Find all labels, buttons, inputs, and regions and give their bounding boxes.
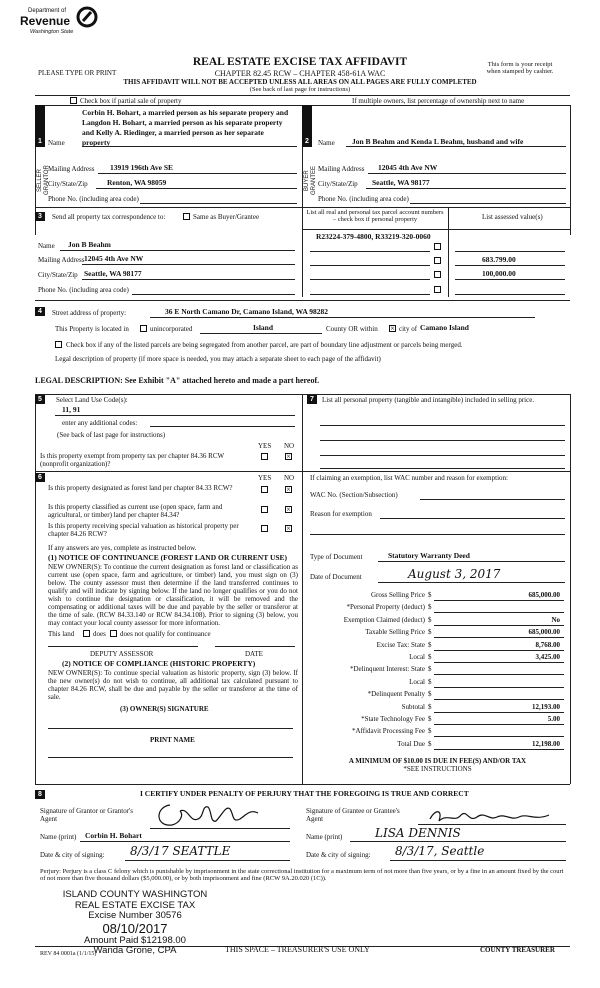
current-use-no-checkbox[interactable]: ×	[286, 505, 291, 514]
tax-row	[308, 627, 568, 639]
tax-currency: $	[428, 690, 432, 699]
tax-currency: $	[428, 652, 432, 661]
logo-state-line: Washington State	[30, 29, 74, 35]
section-8-badge: 8	[35, 790, 45, 799]
buyer-address-value[interactable]: 12045 4th Ave NW	[378, 163, 438, 172]
does-not-label: does not qualify for continuance	[120, 630, 211, 638]
does-checkbox[interactable]	[83, 630, 90, 637]
parcel-4-personal-checkbox[interactable]	[434, 286, 441, 293]
receipt-note	[460, 61, 580, 76]
unincorporated-checkbox[interactable]	[140, 325, 147, 332]
tax-row-label: Excise Tax: State	[376, 640, 425, 649]
tax-row-label: *Personal Property (deduct)	[346, 603, 425, 612]
land-use-see-back: (See back of last page for instructions)	[57, 431, 166, 439]
corr-name-value[interactable]: Jon B Beahm	[68, 240, 111, 249]
historic-yes-checkbox[interactable]	[261, 525, 268, 532]
county-label: County OR within	[326, 325, 378, 333]
legal-description: LEGAL DESCRIPTION: See Exhibit "A" attached hereto and made a part hereof.	[35, 376, 320, 385]
tax-currency: $	[428, 603, 432, 612]
logo-mark-icon	[76, 6, 98, 28]
grantee-signature-label: Signature of Grantee or Grantee's Agent	[306, 807, 400, 824]
does-not-checkbox[interactable]	[110, 630, 117, 637]
does-label: does	[93, 630, 106, 638]
tax-row-label: Total Due	[397, 739, 425, 748]
see-instructions: *SEE INSTRUCTIONS	[403, 765, 472, 773]
corr-address-value[interactable]: 12045 4th Ave NW	[84, 254, 144, 263]
form-title: REAL ESTATE EXCISE TAX AFFIDAVIT	[192, 56, 408, 68]
assessed-value-1[interactable]: 683.799.00	[482, 255, 516, 264]
stamp-line-2: REAL ESTATE EXCISE TAX	[74, 899, 196, 911]
corr-name-label: Name	[38, 242, 55, 250]
deputy-assessor-label: DEPUTY ASSESSOR	[90, 650, 154, 658]
tax-row	[308, 602, 568, 614]
print-name-label: PRINT NAME	[150, 736, 195, 744]
historic-no-checkbox[interactable]: ×	[286, 524, 291, 533]
partial-sale-checkbox[interactable]	[70, 97, 77, 104]
stamp-line-6: Wanda Grone, CPA	[93, 945, 177, 956]
grantor-signature-icon[interactable]	[150, 797, 270, 831]
tax-row-value[interactable]: No	[551, 615, 560, 624]
multiple-owners-note: If multiple owners, list percentage of ownership next to name	[352, 97, 525, 105]
buyer-city-value[interactable]: Seattle, WA 98177	[372, 178, 430, 187]
notice-continuance-title: (1) NOTICE OF CONTINUANCE (FOREST LAND OR CURRENT USE)	[48, 553, 288, 562]
county-value[interactable]: Island	[253, 323, 274, 332]
seller-side-label: SELLER GRANTOR	[37, 165, 50, 196]
sec6-yes-header: YES	[258, 474, 272, 482]
land-use-label: Select Land Use Code(s):	[56, 396, 128, 404]
wac-label: WAC No. (Section/Subsection)	[310, 491, 398, 499]
tax-row	[308, 714, 568, 726]
tax-row	[308, 652, 568, 664]
tax-currency: $	[428, 628, 432, 637]
section-6-badge: 6	[35, 473, 45, 482]
segregated-label: Check box if any of the listed parcels are being segregated from another parcel, are part of boundary line adjustment or parcels being merged.	[66, 341, 463, 349]
grantor-date-value[interactable]: 8/3/17 SEATTLE	[130, 844, 231, 858]
parcel-2-personal-checkbox[interactable]	[434, 257, 441, 264]
buyer-address-label: Mailing Address	[318, 165, 365, 173]
see-back-note: (See back of last page for instructions)	[249, 86, 351, 93]
seller-address-label: Mailing Address	[48, 165, 95, 173]
corr-phone-label: Phone No. (including area code)	[38, 286, 129, 294]
logo-dept-line: Department of	[28, 8, 67, 14]
tax-currency: $	[428, 702, 432, 711]
same-as-buyer-checkbox[interactable]	[183, 213, 190, 220]
forest-question: Is this property designated as forest land per chapter 84.33 RCW?	[48, 484, 233, 492]
tax-row-label: Gross Selling Price	[370, 591, 425, 599]
section-7-badge: 7	[307, 395, 317, 404]
exempt-no-checkbox[interactable]: ×	[286, 452, 291, 461]
city-of-label: city of	[399, 325, 418, 333]
parcel-header: List all real and personal tax parcel account numbers – check box if personal property	[306, 209, 444, 224]
doc-date-label: Date of Document	[310, 573, 362, 581]
partial-sale-label: Check box if partial sale of property	[80, 97, 182, 105]
grantor-print-value[interactable]: Corbin H. Bohart	[85, 831, 142, 840]
buyer-side-label: BUYER GRANTEE	[304, 166, 317, 196]
exemption-label: If claiming an exemption, list WAC number and reason for exemption:	[310, 474, 508, 482]
grantee-date-label: Date & city of signing:	[306, 851, 371, 859]
within-city-checkbox[interactable]: ×	[390, 324, 395, 333]
stamp-line-4: 08/10/2017	[102, 920, 168, 936]
seller-city-value[interactable]: Renton, WA 98059	[107, 178, 167, 187]
sec5-yes-header: YES	[258, 442, 272, 450]
if-yes-note: If any answers are yes, complete as instructed below.	[48, 544, 197, 552]
logo-revenue-text: Revenue	[20, 14, 71, 28]
buyer-phone-label: Phone No. (including area code)	[318, 195, 409, 203]
corr-city-label: City/State/Zip	[38, 271, 78, 279]
tax-row-label: Local	[409, 652, 425, 661]
tax-currency: $	[428, 665, 432, 674]
parcel-numbers[interactable]: R23224-379-4800, R33219-320-0060	[316, 232, 431, 241]
additional-codes-label: enter any additional codes:	[62, 419, 138, 427]
revenue-logo	[18, 8, 108, 48]
tax-row-label: *Delinquent Penalty	[367, 690, 425, 699]
tax-currency: $	[428, 714, 432, 723]
grantor-date-label: Date & city of signing:	[40, 851, 105, 859]
grantor-print-label: Name (print)	[40, 833, 77, 841]
segregated-checkbox[interactable]	[55, 341, 62, 348]
tax-row	[308, 640, 568, 652]
located-label: This Property is located in	[55, 325, 129, 333]
tax-row-value[interactable]: 685,000.00	[528, 591, 560, 599]
seller-city-label: City/State/Zip	[48, 180, 88, 188]
historic-question: Is this property receiving special valuation as historical property per chapter 84.26 RCW?	[48, 522, 239, 539]
tax-row	[308, 677, 568, 689]
tax-row	[308, 702, 568, 714]
stamp-line-1: ISLAND COUNTY WASHINGTON	[62, 889, 208, 900]
form-subtitle: CHAPTER 82.45 RCW – CHAPTER 458-61A WAC	[214, 69, 386, 78]
notice-compliance-body: NEW OWNER(S): To continue special valuation as historic property, sign (3) below. If the new owner(s) do not wish to continue, all additional tax calculated pursuant to chapter 84.26 RCW, shall be due and payable by the seller or transferor at the time of sale.	[48, 669, 298, 702]
city-value[interactable]: Camano Island	[420, 323, 469, 332]
tax-currency: $	[428, 677, 432, 686]
parcel-3-personal-checkbox[interactable]	[434, 271, 441, 278]
tax-currency: $	[428, 727, 432, 736]
tax-row-value[interactable]: 685,000.00	[528, 628, 560, 637]
reason-label: Reason for exemption	[310, 510, 372, 518]
exempt-yes-checkbox[interactable]	[261, 453, 268, 460]
grantee-date-value[interactable]: 8/3/17, Seattle	[395, 844, 485, 858]
tax-row-label: Local	[409, 677, 425, 686]
street-address-value[interactable]: 36 E North Camano Dr, Camano Island, WA 98282	[165, 307, 328, 316]
exempt-question: Is this property exempt from property tax per chapter 84.36 RCW (nonprofit organization)?	[40, 452, 224, 469]
minimum-note: A MINIMUM OF $10.00 IS DUE IN FEE(S) AND/OR TAX	[348, 757, 527, 765]
seller-phone-label: Phone No. (including area code)	[48, 195, 139, 203]
tax-row-label: Taxable Selling Price	[365, 628, 425, 637]
section-2-badge: 2	[302, 137, 312, 146]
buyer-city-label: City/State/Zip	[318, 180, 358, 188]
doc-type-value[interactable]: Statutory Warranty Deed	[388, 551, 470, 560]
tax-row-value[interactable]: 3,425.00	[535, 652, 560, 661]
seller-address-value[interactable]: 13919 196th Ave SE	[110, 163, 173, 172]
tax-row	[308, 615, 568, 627]
tax-currency: $	[428, 615, 432, 624]
forest-no-checkbox[interactable]: ×	[286, 485, 291, 494]
correspondence-label: Send all property tax correspondence to:	[52, 213, 166, 221]
grantee-print-value[interactable]: LISA DENNIS	[375, 826, 461, 840]
tax-currency: $	[428, 640, 432, 649]
tax-row-value[interactable]: 8,768.00	[535, 640, 560, 649]
doc-date-value[interactable]: August 3, 2017	[408, 567, 501, 581]
street-address-label: Street address of property:	[52, 309, 127, 317]
tax-row-value[interactable]: 12,193.00	[532, 702, 560, 711]
notice-compliance-title: (2) NOTICE OF COMPLIANCE (HISTORIC PROPERTY)	[62, 659, 256, 668]
county-treasurer: COUNTY TREASURER	[480, 946, 555, 954]
section-1-badge: 1	[35, 137, 45, 146]
seller-name-label: Name	[48, 139, 65, 147]
land-use-codes[interactable]: 11, 91	[62, 405, 81, 414]
sec6-no-header: NO	[284, 474, 295, 482]
corr-city-value[interactable]: Seattle, WA 98177	[84, 269, 142, 278]
same-as-buyer-label: Same as Buyer/Grantee	[193, 213, 260, 221]
forest-yes-checkbox[interactable]	[261, 486, 268, 493]
treasurer-space: THIS SPACE – TREASURER'S USE ONLY	[225, 945, 370, 954]
tax-row-value[interactable]: 12,198.00	[532, 739, 560, 748]
grantee-print-label: Name (print)	[306, 833, 343, 841]
this-land-label: This land	[48, 630, 75, 638]
tax-row-value[interactable]: 5.00	[547, 714, 560, 723]
tax-row-label: Subtotal	[401, 702, 425, 711]
grantor-signature-label: Signature of Grantor or Grantor's Agent	[40, 807, 134, 824]
tax-row	[308, 739, 568, 751]
unincorporated-label: unincorporated	[150, 325, 193, 333]
receipt-note-line2: when stamped by cashier.	[486, 68, 554, 76]
perjury-statement: Perjury: Perjury is a class C felony which is punishable by imprisonment in the state correctional institution for a maximum term of not more than five years, or by a fine in an amount fixed by the court of not more than five thousand dollars ($5,000.00), or by both imprisonment and fine (RCW 9A.20.020 (1C)).	[40, 868, 564, 883]
deputy-date-label: DATE	[245, 650, 263, 658]
notice-continuance-body: NEW OWNER(S): To continue the current designation as forest land or classification as current use (open space, farm and agriculture, or timber) land, you must sign on (3) below. The county assessor must then determine if the land transferred continues to qualify and will indicate by signing below. If the land no longer qualifies or you do not wish to continue the designation or classification, it will be removed and the compensating or additional taxes will be due and payable by the seller or transferor at the time of sale. (RCW 84.33.140 or RCW 84.34.108). Prior to signing (3) below, you may contact your local county assessor for more information.	[48, 563, 298, 628]
please-type: PLEASE TYPE OR PRINT	[38, 69, 117, 77]
stamp-line-3: Excise Number 30576	[88, 910, 182, 921]
tax-row-label: *Affidavit Processing Fee	[352, 727, 425, 736]
section-3-badge: 3	[35, 212, 45, 221]
current-use-question: Is this property classified as current use (open space, farm and agricultural, or timber) land per chapter 84.34?	[48, 503, 223, 520]
sec5-no-header: NO	[284, 442, 295, 450]
section-4-badge: 4	[35, 307, 45, 316]
rev-number: REV 84 0001a (1/1/15)	[40, 951, 97, 957]
section-5-badge: 5	[35, 395, 45, 404]
assessed-value-2[interactable]: 100,000.00	[482, 269, 516, 278]
tax-table	[308, 590, 568, 751]
legal-note: Legal description of property (if more space is needed, you may attach a separate sheet to each page of the affidavit)	[55, 355, 381, 363]
buyer-name-label: Name	[318, 139, 335, 147]
tax-row	[308, 590, 568, 602]
tax-row-label: *State Technology Fee	[361, 714, 425, 723]
notice-text: THIS AFFIDAVIT WILL NOT BE ACCEPTED UNLESS ALL AREAS ON ALL PAGES ARE FULLY COMPLETED	[123, 78, 477, 86]
tax-currency: $	[428, 739, 432, 748]
stamp-line-5: Amount Paid $12198.00	[84, 934, 186, 946]
receipt-note-line1: This form is your receipt	[487, 61, 553, 68]
corr-address-label: Mailing Address	[38, 256, 85, 264]
assessed-header: List assessed value(s)	[482, 213, 543, 221]
tax-row	[308, 726, 568, 738]
tax-currency: $	[428, 591, 432, 599]
doc-type-label: Type of Document	[310, 553, 363, 561]
tax-row	[308, 689, 568, 701]
certify-text: I CERTIFY UNDER PENALTY OF PERJURY THAT THE FOREGOING IS TRUE AND CORRECT	[140, 789, 469, 798]
tax-row	[308, 664, 568, 676]
owner-signature-label: (3) OWNER(S) SIGNATURE	[120, 705, 209, 713]
seller-name-value: Corbin H. Bohart, a married person as his separate propery and Langdon H. Bohart, a married person as his separate property and Kelly A. Riedinger, a married person as her separate property	[82, 108, 289, 147]
personal-property-label: List all personal property (tangible and intangible) included in selling price.	[322, 396, 535, 404]
parcel-1-personal-checkbox[interactable]	[434, 243, 441, 250]
buyer-name-value[interactable]: Jon B Beahm and Kenda L Beahm, husband and wife	[352, 137, 524, 146]
tax-row-label: Exemption Claimed (deduct)	[343, 615, 425, 624]
tax-row-label: *Delinquent Interest: State	[349, 665, 425, 674]
current-use-yes-checkbox[interactable]	[261, 506, 268, 513]
